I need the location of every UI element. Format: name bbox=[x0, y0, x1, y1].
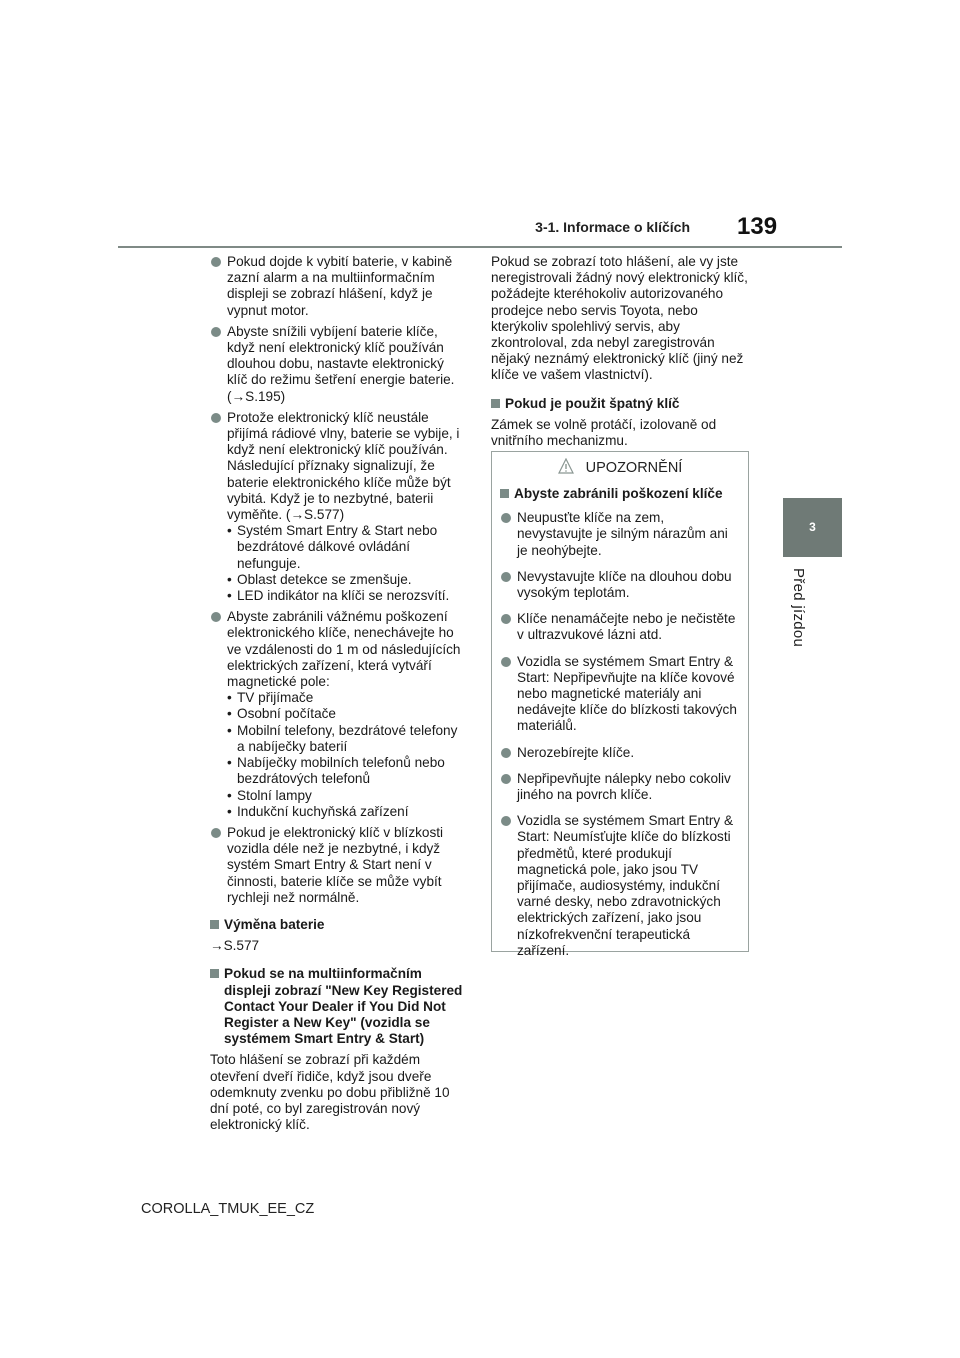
heading-text: Abyste zabránili poškození klíče bbox=[514, 486, 723, 501]
section-heading bbox=[500, 486, 740, 502]
warning-title bbox=[492, 458, 748, 476]
warning-content bbox=[500, 482, 740, 959]
sub-list-item: • LED indikátor na klíči se nerozsvítí. bbox=[227, 588, 450, 604]
bullet-dot-icon bbox=[211, 828, 221, 838]
sub-item-text: Systém Smart Entry & Start nebo bezdrátové dálkové ovládání nefunguje. bbox=[237, 523, 438, 571]
chapter-label: Před jízdou bbox=[790, 568, 807, 648]
right-column bbox=[491, 254, 751, 455]
warning-triangle-icon bbox=[558, 458, 574, 474]
bullet-dot-icon bbox=[501, 774, 511, 784]
list-item bbox=[500, 745, 740, 761]
document-code: COROLLA_TMUK_EE_CZ bbox=[141, 1201, 315, 1217]
sub-list-item: • Systém Smart Entry & Start nebo bezdrátové dálkové ovládání nefunguje. bbox=[227, 523, 438, 571]
warning-title-text: UPOZORNĚNÍ bbox=[585, 460, 683, 476]
list-item bbox=[210, 254, 468, 319]
sub-list-item: • Stolní lampy bbox=[227, 787, 312, 803]
sub-item-text: TV přijímače bbox=[237, 690, 314, 706]
list-item bbox=[500, 813, 740, 959]
bullet-text: Pokud dojde k vybití baterie, v kabině zazní alarm a na multiinformačním displeji se zobrazí hlášení, když je vypnut motor. bbox=[227, 254, 453, 318]
paragraph: Pokud se zobrazí toto hlášení, ale vy jste neregistrovali žádný nový elektronický klíč, požádejte kteréhokoliv autorizovaného prodejce nebo servis Toyota, nebo kterýkoliv spolehlivý servis, aby zkontroloval, zda nebyl zaregistrován nějaký neznámý elektronický klíč (jiný než klíče ve vašem vlastnictví). bbox=[491, 254, 748, 383]
left-column bbox=[210, 254, 468, 1139]
bullet-dot-icon bbox=[501, 816, 511, 826]
list-item bbox=[500, 611, 740, 643]
page-reference: →S.577 bbox=[210, 938, 260, 954]
heading-square-icon bbox=[210, 969, 219, 978]
bullet-dot-icon bbox=[501, 748, 511, 758]
chapter-number: 3 bbox=[809, 520, 816, 534]
paragraph: Toto hlášení se zobrazí při každém otevření dveří řidiče, když jsou dveře odemknuty zvenku po dobu přibližně 10 dní poté, co byl zaregistrován nový elektronický klíč. bbox=[210, 1052, 450, 1133]
list-item bbox=[210, 609, 468, 690]
sub-item-text: Oblast detekce se zmenšuje. bbox=[237, 571, 412, 587]
bullet-text: Abyste snížili vybíjení baterie klíče, když není elektronický klíč používán dlouhou dobu, nastavte elektronický klíč do režimu šetření energie baterie. (→S.195) bbox=[227, 323, 455, 404]
list-item bbox=[500, 569, 740, 601]
warning-box bbox=[491, 451, 749, 958]
header-divider bbox=[118, 246, 842, 248]
sub-item-text: Nabíječky mobilních telefonů nebo bezdrátových telefonů bbox=[237, 755, 445, 787]
section-heading bbox=[210, 966, 468, 1047]
chapter-tab bbox=[783, 498, 842, 557]
sub-list-item: • Nabíječky mobilních telefonů nebo bezdrátových telefonů bbox=[227, 755, 445, 787]
list-item bbox=[500, 510, 740, 559]
bullet-text: Nevystavujte klíče na dlouhou dobu vysokým teplotám. bbox=[517, 568, 732, 601]
sub-list-item: • Indukční kuchyňská zařízení bbox=[227, 803, 409, 819]
list-item bbox=[500, 771, 740, 803]
list-item bbox=[210, 825, 468, 906]
sub-item-text: Stolní lampy bbox=[237, 787, 312, 803]
bullet-dot-icon bbox=[501, 657, 511, 667]
section-title: 3-1. Informace o klíčích bbox=[535, 219, 690, 235]
heading-square-icon bbox=[491, 399, 500, 408]
bullet-dot-icon bbox=[211, 327, 221, 337]
sub-item-text: Indukční kuchyňská zařízení bbox=[237, 803, 409, 819]
sub-list-item: • Osobní počítače bbox=[227, 706, 336, 722]
bullet-text: Pokud je elektronický klíč v blízkosti vozidla déle než je nezbytné, i když systém Smart Entry & Start není v činnosti, baterie klíče se může vybít rychleji než normálně. bbox=[227, 824, 444, 905]
bullet-dot-icon bbox=[501, 572, 511, 582]
bullet-text: Protože elektronický klíč neustále přijímá rádiové vlny, baterie se vybije, i když není elektronický klíč používán. Následující příznaky signalizují, že baterie elektronického klíče může být vybitá. Když je to nezbytné, baterii vyměňte. (→S.577) bbox=[227, 409, 460, 523]
heading-text: Výměna baterie bbox=[224, 916, 325, 932]
bullet-dot-icon bbox=[211, 257, 221, 267]
section-heading bbox=[491, 396, 751, 412]
sub-item-text: Mobilní telefony, bezdrátové telefony a nabíječky baterií bbox=[237, 722, 458, 754]
section-heading bbox=[210, 917, 468, 933]
sub-list-item: • Oblast detekce se zmenšuje. bbox=[227, 571, 412, 587]
bullet-text: Nepřipevňujte nálepky nebo cokoliv jiného na povrch klíče. bbox=[517, 770, 731, 803]
bullet-text: Klíče nenamáčejte nebo je nečistěte v ultrazvukové lázni atd. bbox=[517, 611, 736, 643]
bullet-text: Vozidla se systémem Smart Entry & Start: Neumísťujte klíče do blízkosti předmětů, které produkují magnetická pole, jako jsou TV přijímače, audiosystémy, indukční varné desky, nebo zdravotnických elektrických zařízení, jako jsou nízkofrekvenční terapeutická zařízení. bbox=[517, 813, 734, 958]
bullet-dot-icon bbox=[501, 513, 511, 523]
paragraph: Zámek se volně protáčí, izolovaně od vnitřního mechanizmu. bbox=[491, 416, 717, 449]
bullet-dot-icon bbox=[211, 612, 221, 622]
sub-list-item: • TV přijímače bbox=[227, 690, 314, 706]
list-item bbox=[500, 654, 740, 735]
heading-text: Pokud je použit špatný klíč bbox=[505, 395, 680, 411]
sub-item-text: Osobní počítače bbox=[237, 706, 336, 722]
bullet-dot-icon bbox=[211, 413, 221, 423]
heading-text: Pokud se na multiinformačním displeji zobrazí "New Key Registered Contact Your Dealer if You Did Not Register a New Key" (vozidla se systémem Smart Entry & Start) bbox=[224, 966, 463, 1047]
bullet-text: Neupusťte klíče na zem, nevystavujte je silným nárazům ani je neohýbejte. bbox=[517, 510, 728, 558]
heading-square-icon bbox=[210, 920, 219, 929]
page-number: 139 bbox=[737, 213, 778, 240]
list-item bbox=[210, 410, 468, 523]
bullet-dot-icon bbox=[501, 614, 511, 624]
bullet-text: Vozidla se systémem Smart Entry & Start: Nepřipevňujte na klíče kovové nebo magnetické materiály ani nedávejte klíče do blízkosti takových materiálů. bbox=[517, 653, 737, 734]
bullet-text: Abyste zabránili vážnému poškození elektronického klíče, nenechávejte ho ve vzdálenosti do 1 m od následujících elektrických zařízení, která vytváří magnetické pole: bbox=[227, 609, 461, 690]
sub-list-item: • Mobilní telefony, bezdrátové telefony a nabíječky baterií bbox=[227, 722, 458, 754]
heading-square-icon bbox=[500, 489, 509, 498]
list-item bbox=[210, 324, 468, 405]
bullet-text: Nerozebírejte klíče. bbox=[517, 744, 635, 760]
sub-item-text: LED indikátor na klíči se nerozsvítí. bbox=[237, 588, 450, 604]
